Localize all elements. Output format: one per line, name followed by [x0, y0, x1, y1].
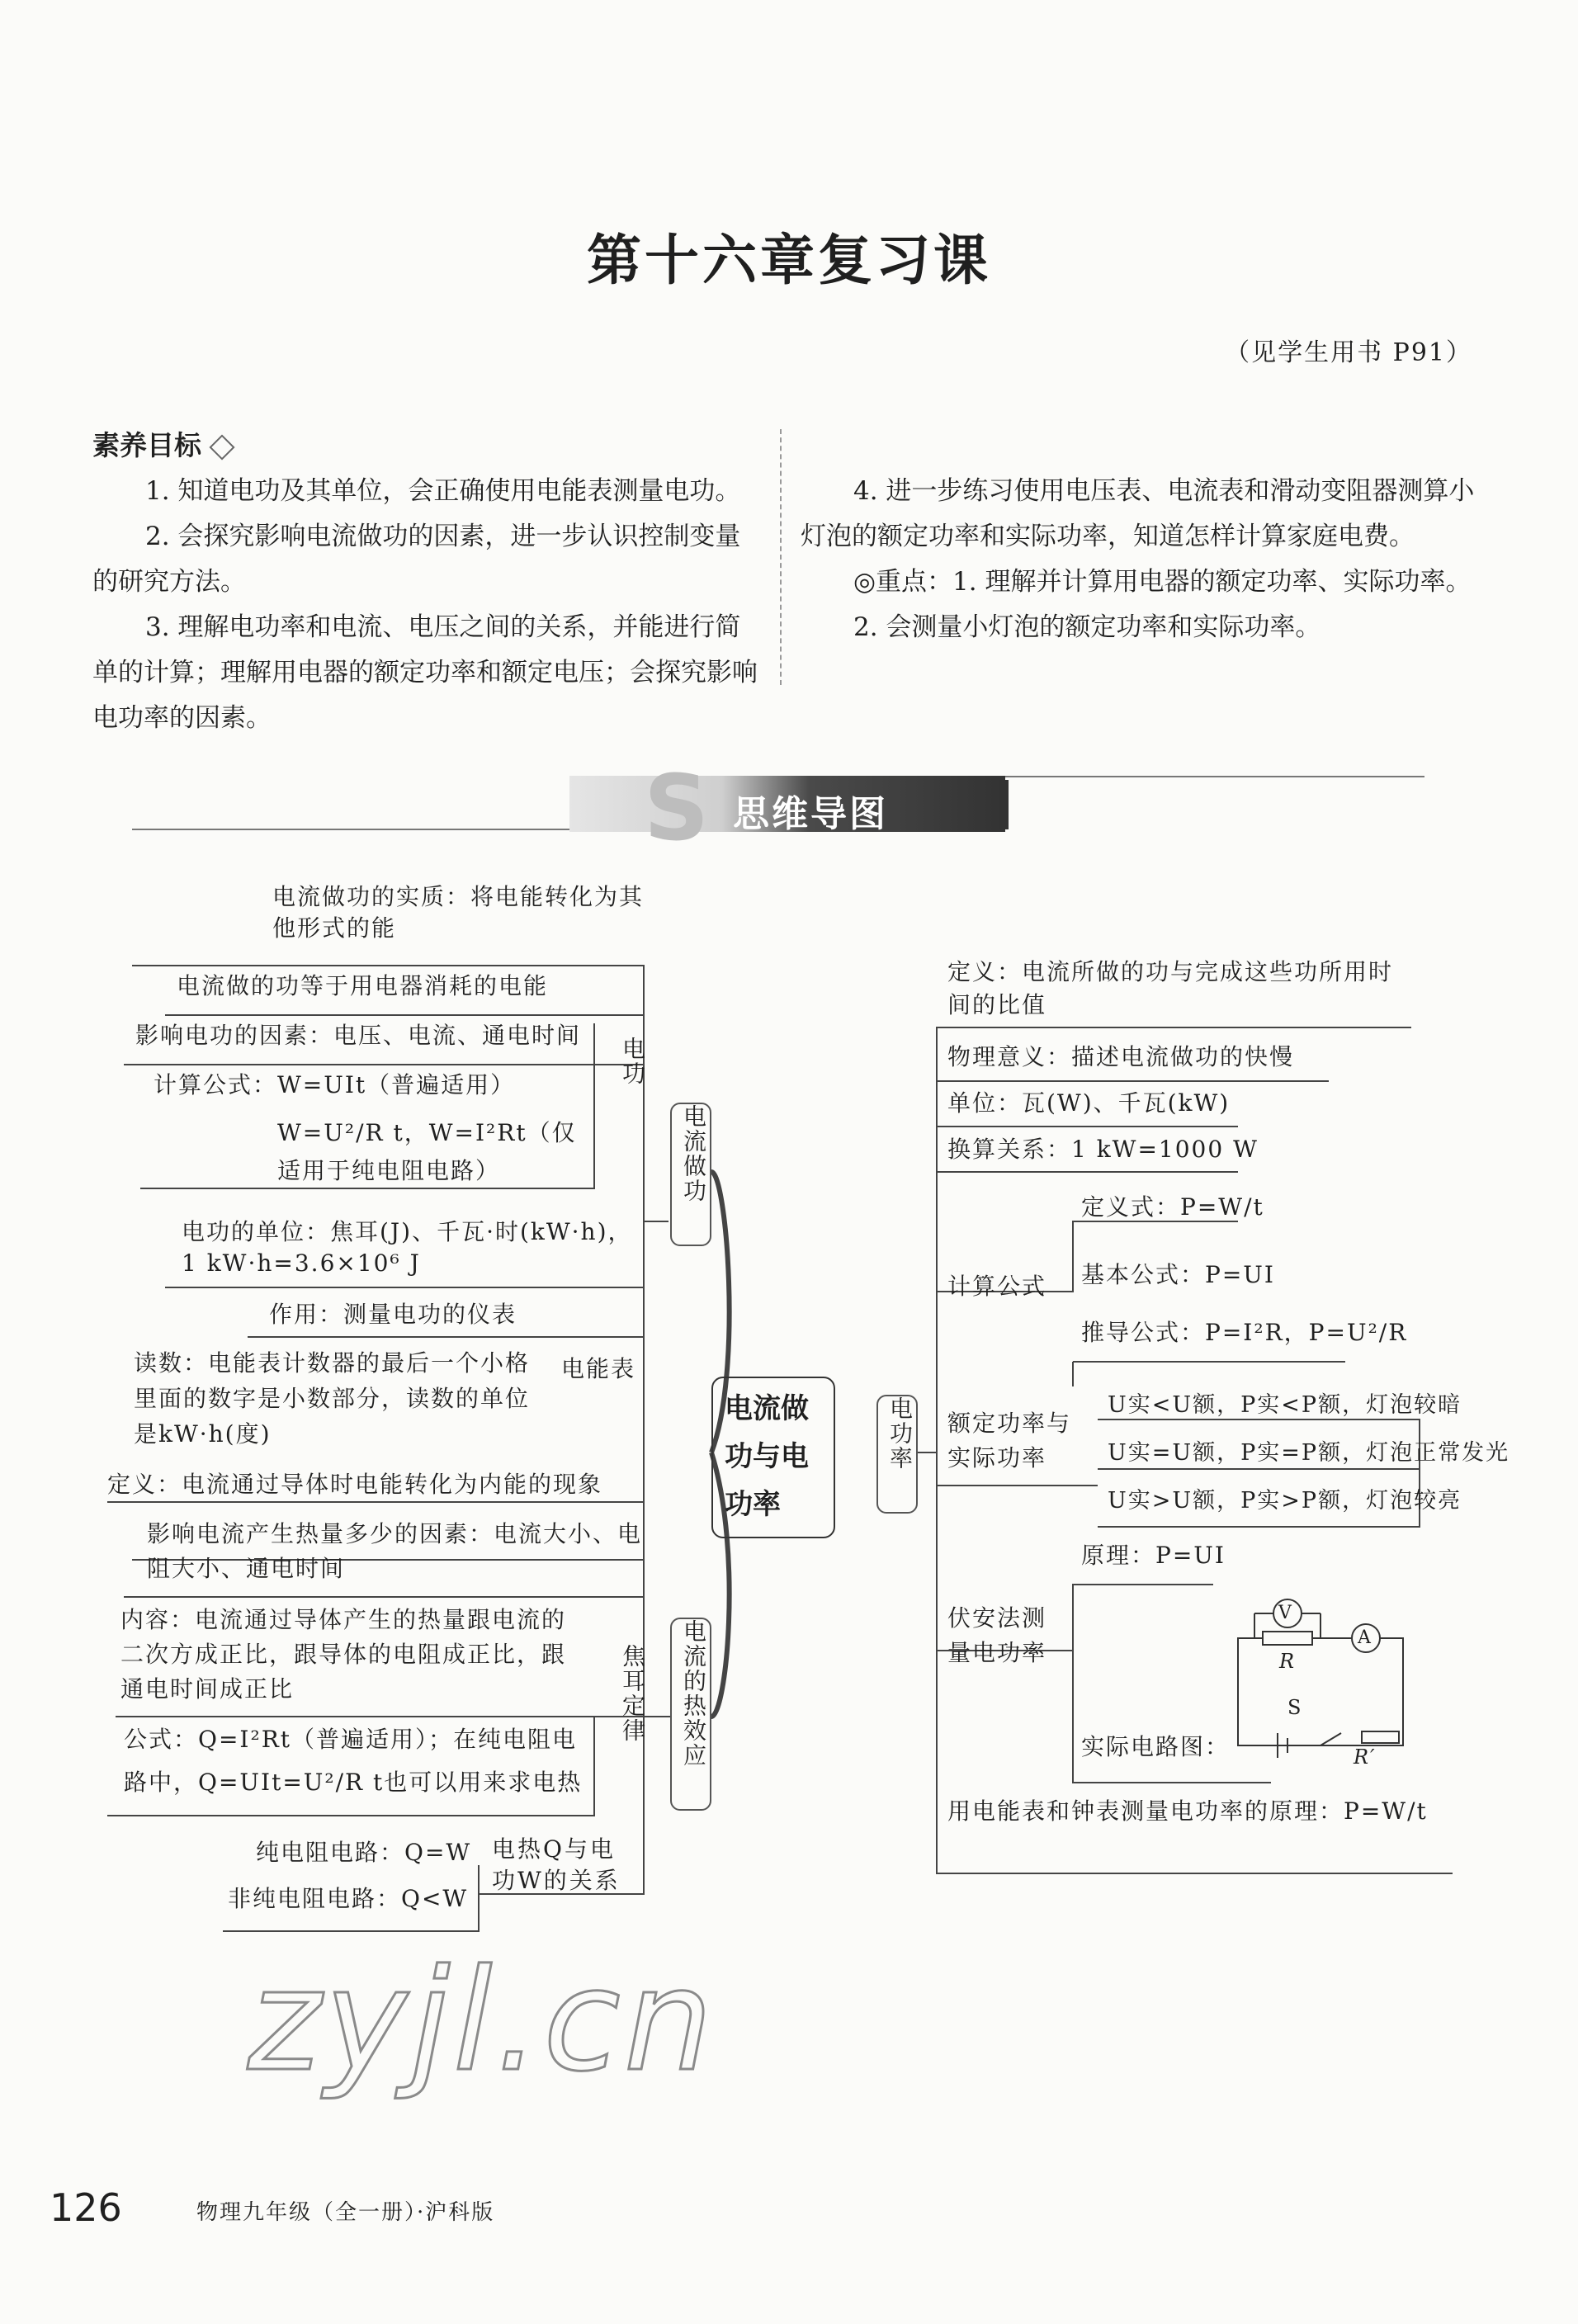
node-rule-1: U实<U额，P实<P额，灯泡较暗: [1108, 1392, 1462, 1418]
goal-4: 4. 进一步练习使用电压表、电流表和滑动变阻器测算小灯泡的额定功率和实际功率，知道怎样计算家庭电费。: [801, 476, 1475, 551]
label-joule-law: 焦耳定律: [619, 1644, 646, 1743]
node-joule-content: 内容：电流通过导体产生的热量跟电流的二次方成正比，跟导体的电阻成正比，跟通电时间成正比: [120, 1606, 567, 1703]
goal-1: 1. 知道电功及其单位，会正确使用电能表测量电功。: [145, 476, 741, 506]
rheostat-label: R′: [1354, 1745, 1377, 1769]
node-definition-formula: 定义式：P=W/t: [1081, 1193, 1264, 1221]
node-power-definition: 定义：电流所做的功与完成这些功所用时间的比值: [947, 958, 1394, 1018]
key-point-2: 2. 会测量小灯泡的额定功率和实际功率。: [853, 612, 1321, 642]
book-reference: （见学生用书 P91）: [1225, 338, 1472, 367]
node-voltammetry: 伏安法测量电功率: [947, 1604, 1047, 1666]
node-meter-clock: 用电能表和钟表测量电功率的原理：P=W/t: [947, 1797, 1428, 1825]
label-energy-meter: 电能表: [561, 1355, 636, 1382]
center-node: 电流做功与电功率: [711, 1377, 835, 1538]
branch-current-work: 电流做功: [670, 1103, 711, 1246]
resistor-label: R: [1279, 1650, 1297, 1673]
page-title: 第十六章复习课: [587, 228, 991, 292]
goals-heading: 素养目标: [92, 424, 231, 463]
circuit-diagram: [1238, 1599, 1403, 1758]
node-joule-formula: 公式：Q=I²Rt（普遍适用）；在纯电阻电路中，Q=UIt=U²/R t也可以用来求电热: [124, 1726, 583, 1796]
page-number: 126: [50, 2185, 122, 2230]
node-heat-factors: 影响电流产生热量多少的因素：电流大小、电阻大小、通电时间: [147, 1520, 643, 1582]
book-title: 物理九年级（全一册）·沪科版: [196, 2200, 495, 2225]
node-formula: 计算公式：W=UIt（普遍适用）: [154, 1071, 516, 1098]
node-factors: 影响电功的因素：电压、电流、通电时间: [135, 1022, 582, 1049]
node-heat-definition: 定义：电流通过导体时电能转化为内能的现象: [107, 1471, 603, 1498]
ammeter-label: A: [1358, 1627, 1372, 1648]
node-reading: 读数：电能表计数器的最后一个小格里面的数字是小数部分，读数的单位是kW·h(度): [134, 1349, 531, 1448]
node-physical-meaning: 物理意义：描述电流做功的快慢: [947, 1043, 1295, 1070]
node-formula-2: W=U²/R t，W=I²Rt（仅适用于纯电阻电路）: [277, 1119, 577, 1184]
node-derived-formula: 推导公式：P=I²R，P=U²/R: [1081, 1319, 1408, 1346]
node-conversion: 换算关系：1 kW=1000 W: [947, 1136, 1259, 1163]
banner-s-mark: S: [644, 755, 710, 861]
node-non-pure-resistive: 非纯电阻电路：Q<W: [228, 1885, 469, 1912]
node-circuit-label: 实际电路图：: [1081, 1733, 1231, 1760]
branch-heat-effect: 电流的热效应: [670, 1618, 711, 1811]
node-equals-energy: 电流做的功等于用电器消耗的电能: [177, 972, 549, 999]
node-rated-actual: 额定功率与实际功率: [947, 1410, 1072, 1471]
goal-2: 2. 会探究影响电流做功的因素，进一步认识控制变量的研究方法。: [92, 522, 741, 597]
watermark: zyjl.cn: [248, 1939, 716, 2103]
node-power-unit: 单位：瓦(W)、千瓦(kW): [947, 1089, 1231, 1117]
node-basic-formula: 基本公式：P=UI: [1081, 1261, 1275, 1288]
node-rule-3: U实>U额，P实>P额，灯泡较亮: [1108, 1488, 1462, 1514]
node-function: 作用：测量电功的仪表: [269, 1301, 517, 1328]
node-unit: 电功的单位：焦耳(J)、千瓦·时(kW·h)，1 kW·h=3.6×10⁶ J: [182, 1218, 633, 1277]
node-essence: 电流做功的实质：将电能转化为其他形式的能: [272, 883, 645, 942]
banner-title: 思维导图: [733, 793, 888, 835]
label-heat-work-relation: 电热Q与电功W的关系: [492, 1835, 621, 1894]
node-rule-2: U实=U额，P实=P额，灯泡正常发光: [1108, 1440, 1510, 1466]
node-calc-formula: 计算公式: [947, 1273, 1047, 1300]
node-pure-resistive: 纯电阻电路：Q=W: [256, 1839, 472, 1866]
switch-label: S: [1287, 1696, 1303, 1719]
key-point-1: ◎重点：1. 理解并计算用电器的额定功率、实际功率。: [853, 567, 1472, 597]
voltmeter-label: V: [1278, 1603, 1293, 1623]
goal-3: 3. 理解电功率和电流、电压之间的关系，并能进行简单的计算；理解用电器的额定功率和额定电压；会探究影响电功率的因素。: [92, 612, 758, 733]
branch-electric-power: 电功率: [876, 1395, 918, 1514]
node-principle: 原理：P=UI: [1081, 1542, 1226, 1569]
label-electric-work: 电功: [619, 1037, 646, 1086]
